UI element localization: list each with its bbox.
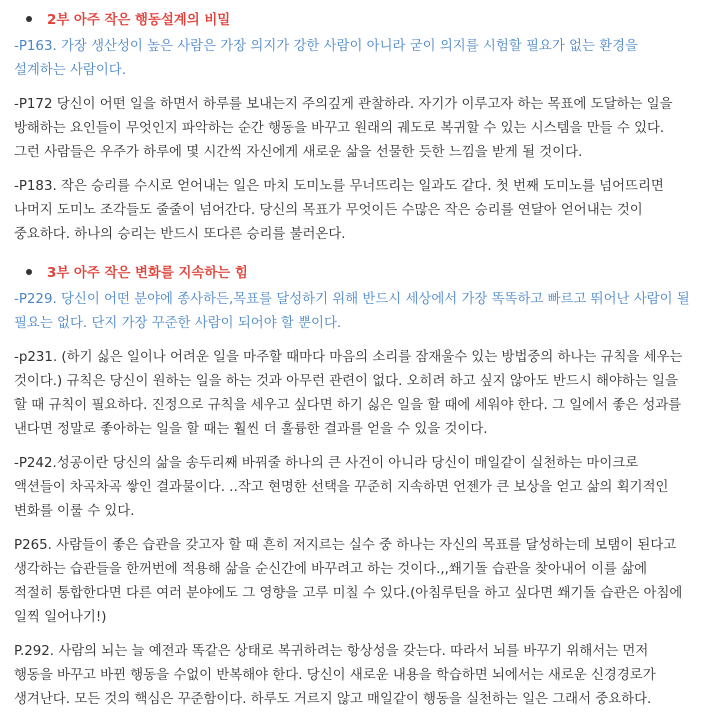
quote-paragraph: -P172 당신이 어떤 일을 하면서 하루를 보내는지 주의깊게 관찰하라. 자기가 이루고자 하는 목표에 도달하는 일을 방해하는 요인들이 무엇인지 파악하는 순간 행동을 바꾸고 원래의 궤도로 복귀할 수 있는 시스템을 만들 수 있다.그런 사람들은 우주가 하루에 몇 시간씩 자신에게 새로운 삶을 선물한 듯한 느낌을 받게 될 것이다.: [14, 97, 673, 160]
quote-paragraph: -p231. (하기 싫은 일이나 어려운 일을 마주할 때마다 마음의 소리를 잠재울수 있는 방법중의 하나는 규칙을 세우는 것이다.) 규칙은 당신이 원하는 일을 하는 것과 아무런 관련이 없다. 오히려 하고 싶지 않아도 반드시 해야하는 일을 할 때 규칙이 필요하다. 진정으로 규칙을 세우고 싶다면 하기 싫은 일을 할 때에 세워야 한다. 그 일에서 좋은 성과를 낸다면 정말로 좋아하는 일을 할 때는 훨씬 더 훌륭한 결과를 얻을 수 있을 것이다.: [14, 350, 683, 437]
section-heading: [14, 2, 690, 35]
quote-paragraph: -P242.성공이란 당신의 삶을 송두리째 바꿔줄 하나의 큰 사건이 아니라 당신이 매일같이 실천하는 마이크로 액션들이 차곡차곡 쌓인 결과물이다. ..작고 현명한 선택을 꾸준히 지속하면 언젠가 큰 보상을 얻고 삶의 획기적인 변화를 이룰 수 있다.: [14, 456, 669, 519]
section-title: 3부 아주 작은 변화를 지속하는 힘: [47, 266, 248, 281]
bullet-icon: [26, 269, 32, 275]
section-heading: [14, 255, 690, 288]
bullet-icon: [26, 16, 32, 22]
quote-paragraph: -P229. 당신이 어떤 분야에 종사하든,목표를 달성하기 위해 반드시 세상에서 가장 똑똑하고 빠르고 뛰어난 사람이 될 필요는 없다. 단지 가장 꾸준한 사람이 되어야 할 뿐이다.: [14, 292, 690, 331]
quote-paragraph: P.292. 사람의 뇌는 늘 예전과 똑같은 상태로 복귀하려는 항상성을 갖는다. 따라서 뇌를 바꾸기 위해서는 먼저 행동을 바꾸고 바뀐 행동을 수없이 반복해야 한다. 당신이 새로운 내용을 학습하면 뇌에서는 새로운 신경경로가 생겨난다. 모든 것의 핵심은 꾸준함이다. 하루도 거르지 않고 매일같이 행동을 실천하는 일은 그래서 중요하다.: [14, 644, 656, 707]
quote-paragraph: P265. 사람들이 좋은 습관을 갖고자 할 때 흔히 저지르는 실수 중 하나는 자신의 목표를 달성하는데 보탬이 된다고 생각하는 습관들을 한꺼번에 적용해 삶을 순신간에 바꾸려고 하는 것이다.,,쐐기돌 습관을 찾아내어 이를 삶에 적절히 통합한다면 다른 여러 분야에도 그 영향을 고루 미칠 수 있다.(아침루틴을 하고 싶다면 쐐기돌 습관은 아침에 일찍 일어나기!): [14, 538, 683, 625]
document-page: [0, 2, 708, 707]
section-title: 2부 아주 작은 행동설계의 비밀: [47, 13, 231, 28]
quote-paragraph: -P163. 가장 생산성이 높은 사람은 가장 의지가 강한 사람이 아니라 굳이 의지를 시험할 필요가 없는 환경을 설계하는 사람이다.: [14, 39, 638, 78]
quote-paragraph: -P183. 작은 승리를 수시로 얻어내는 일은 마치 도미노를 무너뜨리는 일과도 같다. 첫 번째 도미노를 넘어뜨리면 나머지 도미노 조각들도 줄줄이 넘어간다. 당신의 목표가 무엇이든 수많은 작은 승리를 연달아 얻어내는 것이 중요하다. 하나의 승리는 반드시 또다른 승리를 불러온다.: [14, 179, 664, 242]
